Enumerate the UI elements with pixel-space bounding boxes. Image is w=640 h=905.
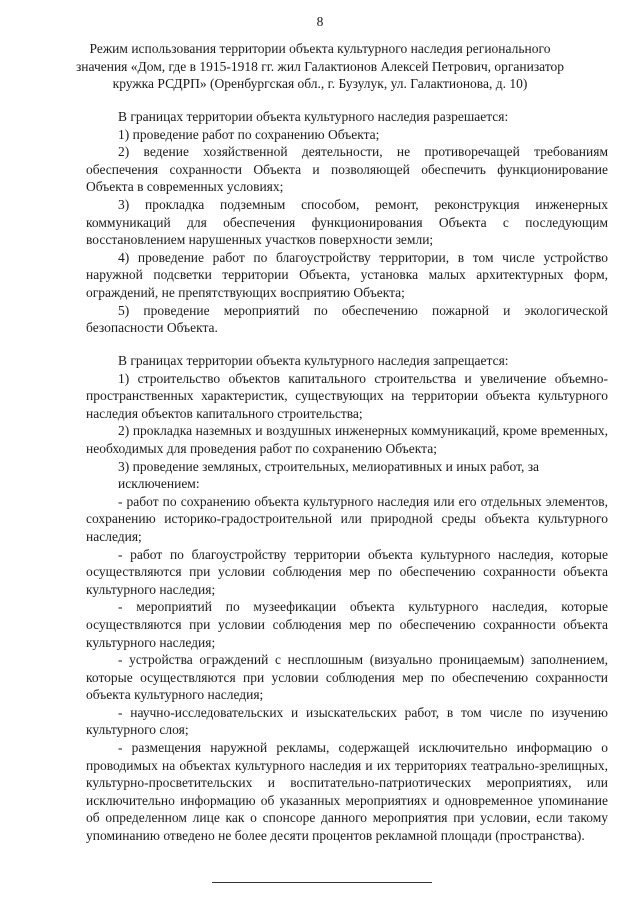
allowed-item: 5) проведение мероприятий по обеспечению пожарной и экологической безопасности Объекта. <box>86 302 608 336</box>
prohibited-heading: В границах территории объекта культурного наследия запрещается: <box>118 353 509 368</box>
allowed-item: 3) прокладка подземным способом, ремонт, реконструкция инженерных коммуникаций для обеспечения функционирования Объекта с последующим восстановлением нарушенных участков поверхности земли; <box>86 196 608 248</box>
allowed-item: 4) проведение работ по благоустройству территории, в том числе устройство наружной подсветки территории Объекта, установка малых архитектурных форм, ограждений, не препятствующих восприятию Объекта; <box>86 249 608 300</box>
prohibited-section <box>86 352 608 845</box>
exception-item: - научно-исследовательских и изыскательских работ, в том числе по изучению культурного слоя; <box>86 704 608 738</box>
allowed-heading: В границах территории объекта культурного наследия разрешается: <box>118 109 509 124</box>
exception-item: - работ по благоустройству территории объекта культурного наследия, которые осуществляются при условии соблюдения мер по обеспечению сохранности объекта культурного наследия; <box>86 546 608 597</box>
exception-item: - размещения наружной рекламы, содержащей исключительно информацию о проводимых на объектах культурного наследия и их территориях театрально-зрелищных, культурно-просветительских и воспитательно-патриотических мероприятиях, или исключительно информацию об указанных мероприятиях и одновременное упоминание об определенном лице как о спонсоре данного мероприятия при условии, если такому упоминанию отведено не более десяти процентов рекламной площади (пространства). <box>86 740 608 844</box>
allowed-item: 2) ведение хозяйственной деятельности, не противоречащей требованиям обеспечения сохранности Объекта и позволяющей обеспечить функционирование Объекта в современных условиях; <box>86 144 608 195</box>
prohibited-item-3: 3) проведение земляных, строительных, мелиоративных и иных работ, за <box>118 458 540 474</box>
exception-item: - работ по сохранению объекта культурного наследия или его отдельных элементов, сохранению историко-градостроительной или природной среды объекта культурного наследия; <box>86 493 608 544</box>
allowed-item: 1) проведение работ по сохранению Объекта; <box>118 126 380 142</box>
page-number: 8 <box>316 14 324 29</box>
prohibited-item: 2) прокладка наземных и воздушных инженерных коммуникаций, кроме временных, необходимых для проведения работ по сохранению Объекта; <box>86 423 608 456</box>
allowed-section <box>86 108 608 337</box>
footer-separator-line <box>212 882 432 883</box>
title-line-1: Режим использования территории объекта культурного наследия регионального <box>89 41 551 56</box>
document-title <box>56 40 584 93</box>
exception-item: - устройства ограждений с несплошным (визуально проницаемым) заполнением, которые осуществляются при условии соблюдения мер по обеспечению сохранности объекта культурного наследия; <box>86 652 608 703</box>
title-line-2: значения «Дом, где в 1915-1918 гг. жил Галактионов Алексей Петрович, организатор <box>75 58 565 74</box>
title-line-3: кружка РСДРП» (Оренбургская обл., г. Бузулук, ул. Галактионова, д. 10) <box>112 76 528 91</box>
prohibited-item-3-continuation: исключением: <box>118 476 200 492</box>
prohibited-item: 1) строительство объектов капитального строительства и увеличение объемно-пространственных характеристик, существующих на территории объекта культурного наследия объектов капитального строительства; <box>86 370 608 421</box>
exception-item: - мероприятий по музеефикации объекта культурного наследия, которые осуществляются при условии соблюдения мер по обеспечению сохранности объекта культурного наследия; <box>86 599 608 650</box>
